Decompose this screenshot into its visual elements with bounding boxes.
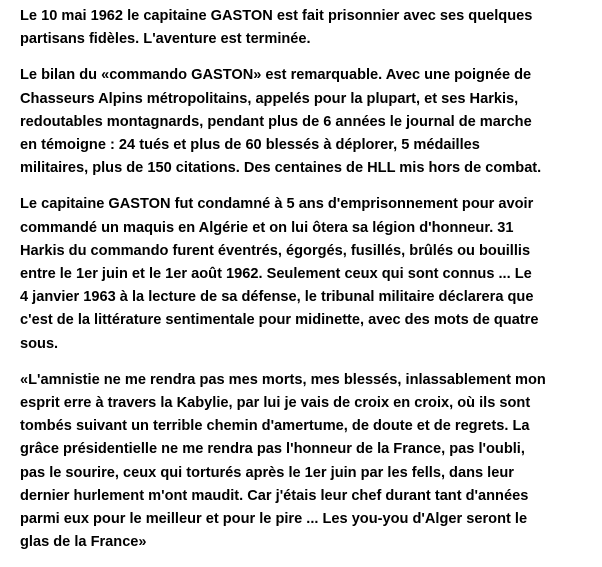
text-line: «L'amnistie ne me rendra pas mes morts, mes blessés, inlassablement mon [20, 371, 546, 388]
text-line: redoutables montagnards, pendant plus de 6 années le journal de marche [20, 113, 532, 130]
paragraph-capture [20, 5, 592, 51]
text-line: commandé un maquis en Algérie et on lui ôtera sa légion d'honneur. 31 [20, 219, 514, 236]
text-line: c'est de la littérature sentimentale pour midinette, avec des mots de quatre [20, 312, 539, 329]
text-line: Chasseurs Alpins métropolitains, appelés pour la plupart, et ses Harkis, [20, 90, 519, 107]
text-line: esprit erre à travers la Kabylie, par lui je vais de croix en croix, où ils sont [20, 395, 531, 412]
text-line: en témoigne : 24 tués et plus de 60 blessés à déplorer, 5 médailles [20, 137, 480, 154]
paragraph-bilan [20, 64, 592, 180]
text-line: tombés suivant un terrible chemin d'amertume, de doute et de regrets. La [20, 418, 530, 435]
text-line: pas le sourire, ceux qui torturés après le 1er juin par les fells, dans leur [20, 464, 514, 481]
text-line: parmi eux pour le meilleur et pour le pire ... Les you-you d'Alger seront le [20, 511, 528, 528]
text-line: Le 10 mai 1962 le capitaine GASTON est fait prisonnier avec ses quelques [20, 8, 533, 24]
text-line: Le bilan du «commando GASTON» est remarquable. Avec une poignée de [20, 67, 532, 84]
paragraph-condamnation [20, 193, 592, 355]
text-line: partisans fidèles. L'aventure est terminée. [20, 31, 311, 48]
text-line: dernier hurlement m'ont maudit. Car j'étais leur chef durant tant d'années [20, 487, 529, 504]
document-body [20, 5, 592, 567]
paragraph-citation [20, 369, 592, 555]
text-line: Le capitaine GASTON fut condamné à 5 ans d'emprisonnement pour avoir [20, 196, 534, 213]
text-line: Harkis du commando furent éventrés, égorgés, fusillés, brûlés ou bouillis [20, 242, 531, 259]
text-line: militaires, plus de 150 citations. Des centaines de HLL mis hors de combat. [20, 160, 542, 177]
text-line: entre le 1er juin et le 1er août 1962. Seulement ceux qui sont connus ... Le [20, 266, 532, 283]
text-line: sous. [20, 335, 59, 352]
text-line: 4 janvier 1963 à la lecture de sa défense, le tribunal militaire déclarera que [20, 289, 534, 306]
text-line: grâce présidentielle ne me rendra pas l'honneur de la France, pas l'oubli, [20, 441, 525, 458]
text-line: glas de la France» [20, 534, 147, 551]
